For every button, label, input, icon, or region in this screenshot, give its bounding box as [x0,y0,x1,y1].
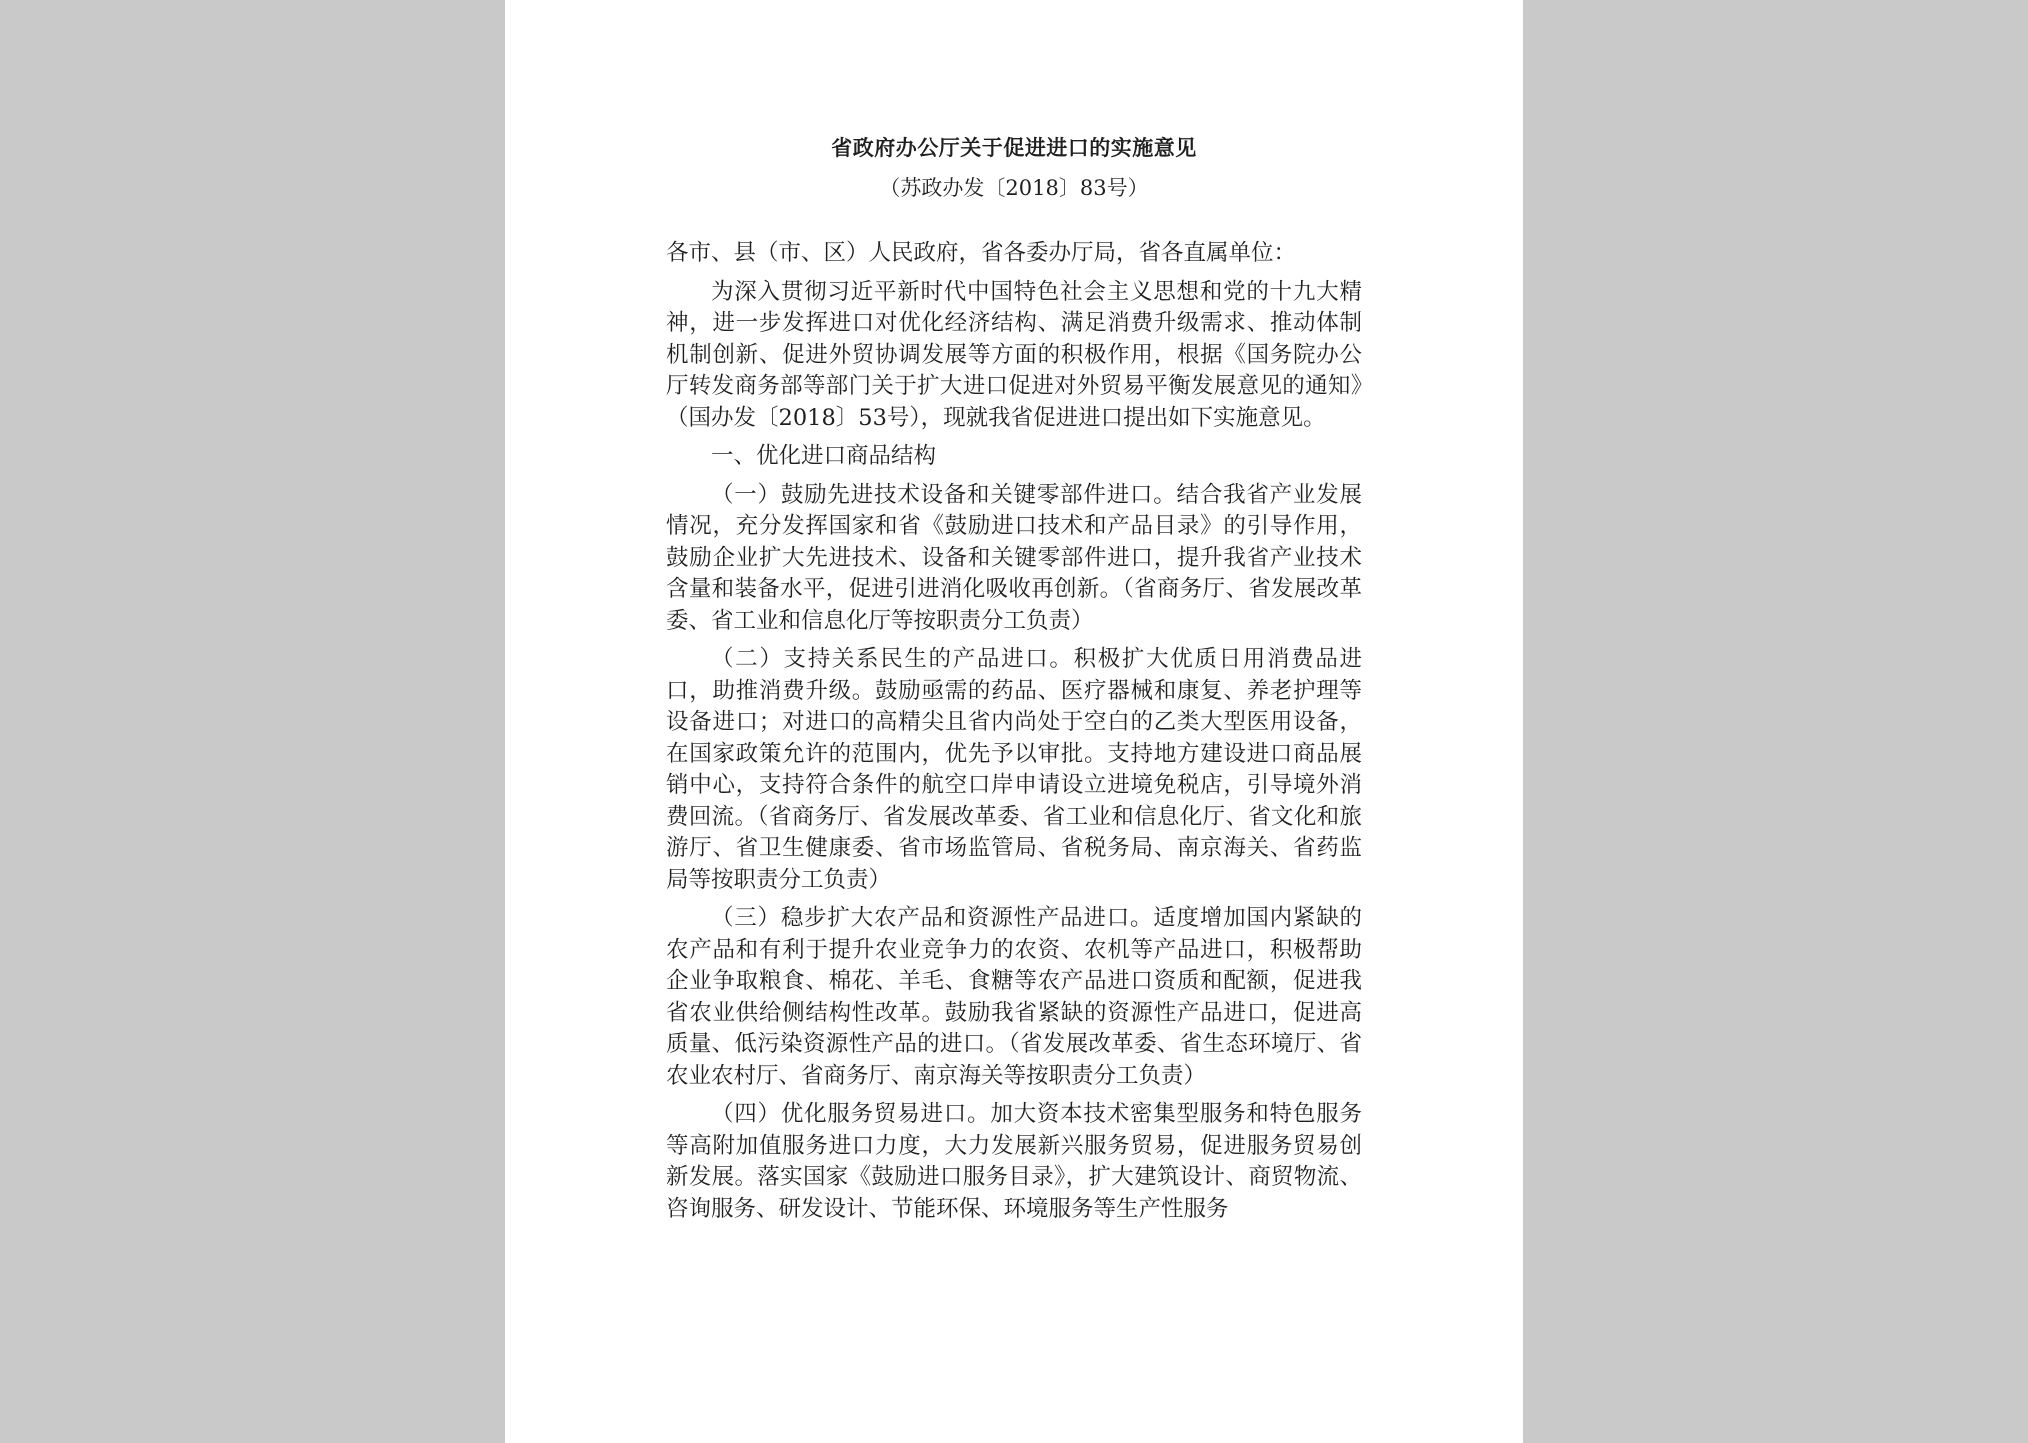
document-number: （苏政办发〔2018〕83号） [879,176,1149,200]
paragraph-item-3: （三）稳步扩大农产品和资源性产品进口。适度增加国内紧缺的农产品和有利于提升农业竞争力的农资、农机等产品进口，积极帮助企业争取粮食、棉花、羊毛、食糖等农产品进口资质和配额，促进我省农业供给侧结构性改革。鼓励我省紧缺的资源性产品进口，促进高质量、低污染资源性产品的进口。（省发展改革委、省生态环境厅、省农业农村厅、省商务厅、南京海关等按职责分工负责） [666,905,1362,1089]
paragraph-item-2: （二）支持关系民生的产品进口。积极扩大优质日用消费品进口，助推消费升级。鼓励亟需的药品、医疗器械和康复、养老护理等设备进口；对进口的高精尖且省内尚处于空白的乙类大型医用设备，在国家政策允许的范围内，优先予以审批。支持地方建设进口商品展销中心，支持符合条件的航空口岸申请设立进境免税店，引导境外消费回流。（省商务厅、省发展改革委、省工业和信息化厅、省文化和旅游厅、省卫生健康委、省市场监管局、省税务局、南京海关、省药监局等按职责分工负责） [666,646,1362,893]
section-heading: 一、优化进口商品结构 [711,443,937,469]
paragraph-item-4: （四）优化服务贸易进口。加大资本技术密集型服务和特色服务等高附加值服务进口力度，大力发展新兴服务贸易，促进服务贸易创新发展。落实国家《鼓励进口服务目录》，扩大建筑设计、商贸物流、咨询服务、研发设计、节能环保、环境服务等生产性服务 [666,1101,1362,1222]
document-title: 省政府办公厅关于促进进口的实施意见 [831,136,1197,160]
paragraph-intro: 为深入贯彻习近平新时代中国特色社会主义思想和党的十九大精神，进一步发挥进口对优化经济结构、满足消费升级需求、推动体制机制创新、促进外贸协调发展等方面的积极作用，根据《国务院办公厅转发商务部等部门关于扩大进口促进对外贸易平衡发展意见的通知》（国办发〔2018〕53号），现就我省促进进口提出如下实施意见。 [666,278,1362,431]
document-page [505,0,1523,1443]
paragraph-item-1: （一）鼓励先进技术设备和关键零部件进口。结合我省产业发展情况，充分发挥国家和省《鼓励进口技术和产品目录》的引导作用，鼓励企业扩大先进技术、设备和关键零部件进口，提升我省产业技术含量和装备水平，促进引进消化吸收再创新。（省商务厅、省发展改革委、省工业和信息化厅等按职责分工负责） [666,481,1362,634]
salutation: 各市、县（市、区）人民政府，省各委办厅局，省各直属单位： [666,240,1297,266]
